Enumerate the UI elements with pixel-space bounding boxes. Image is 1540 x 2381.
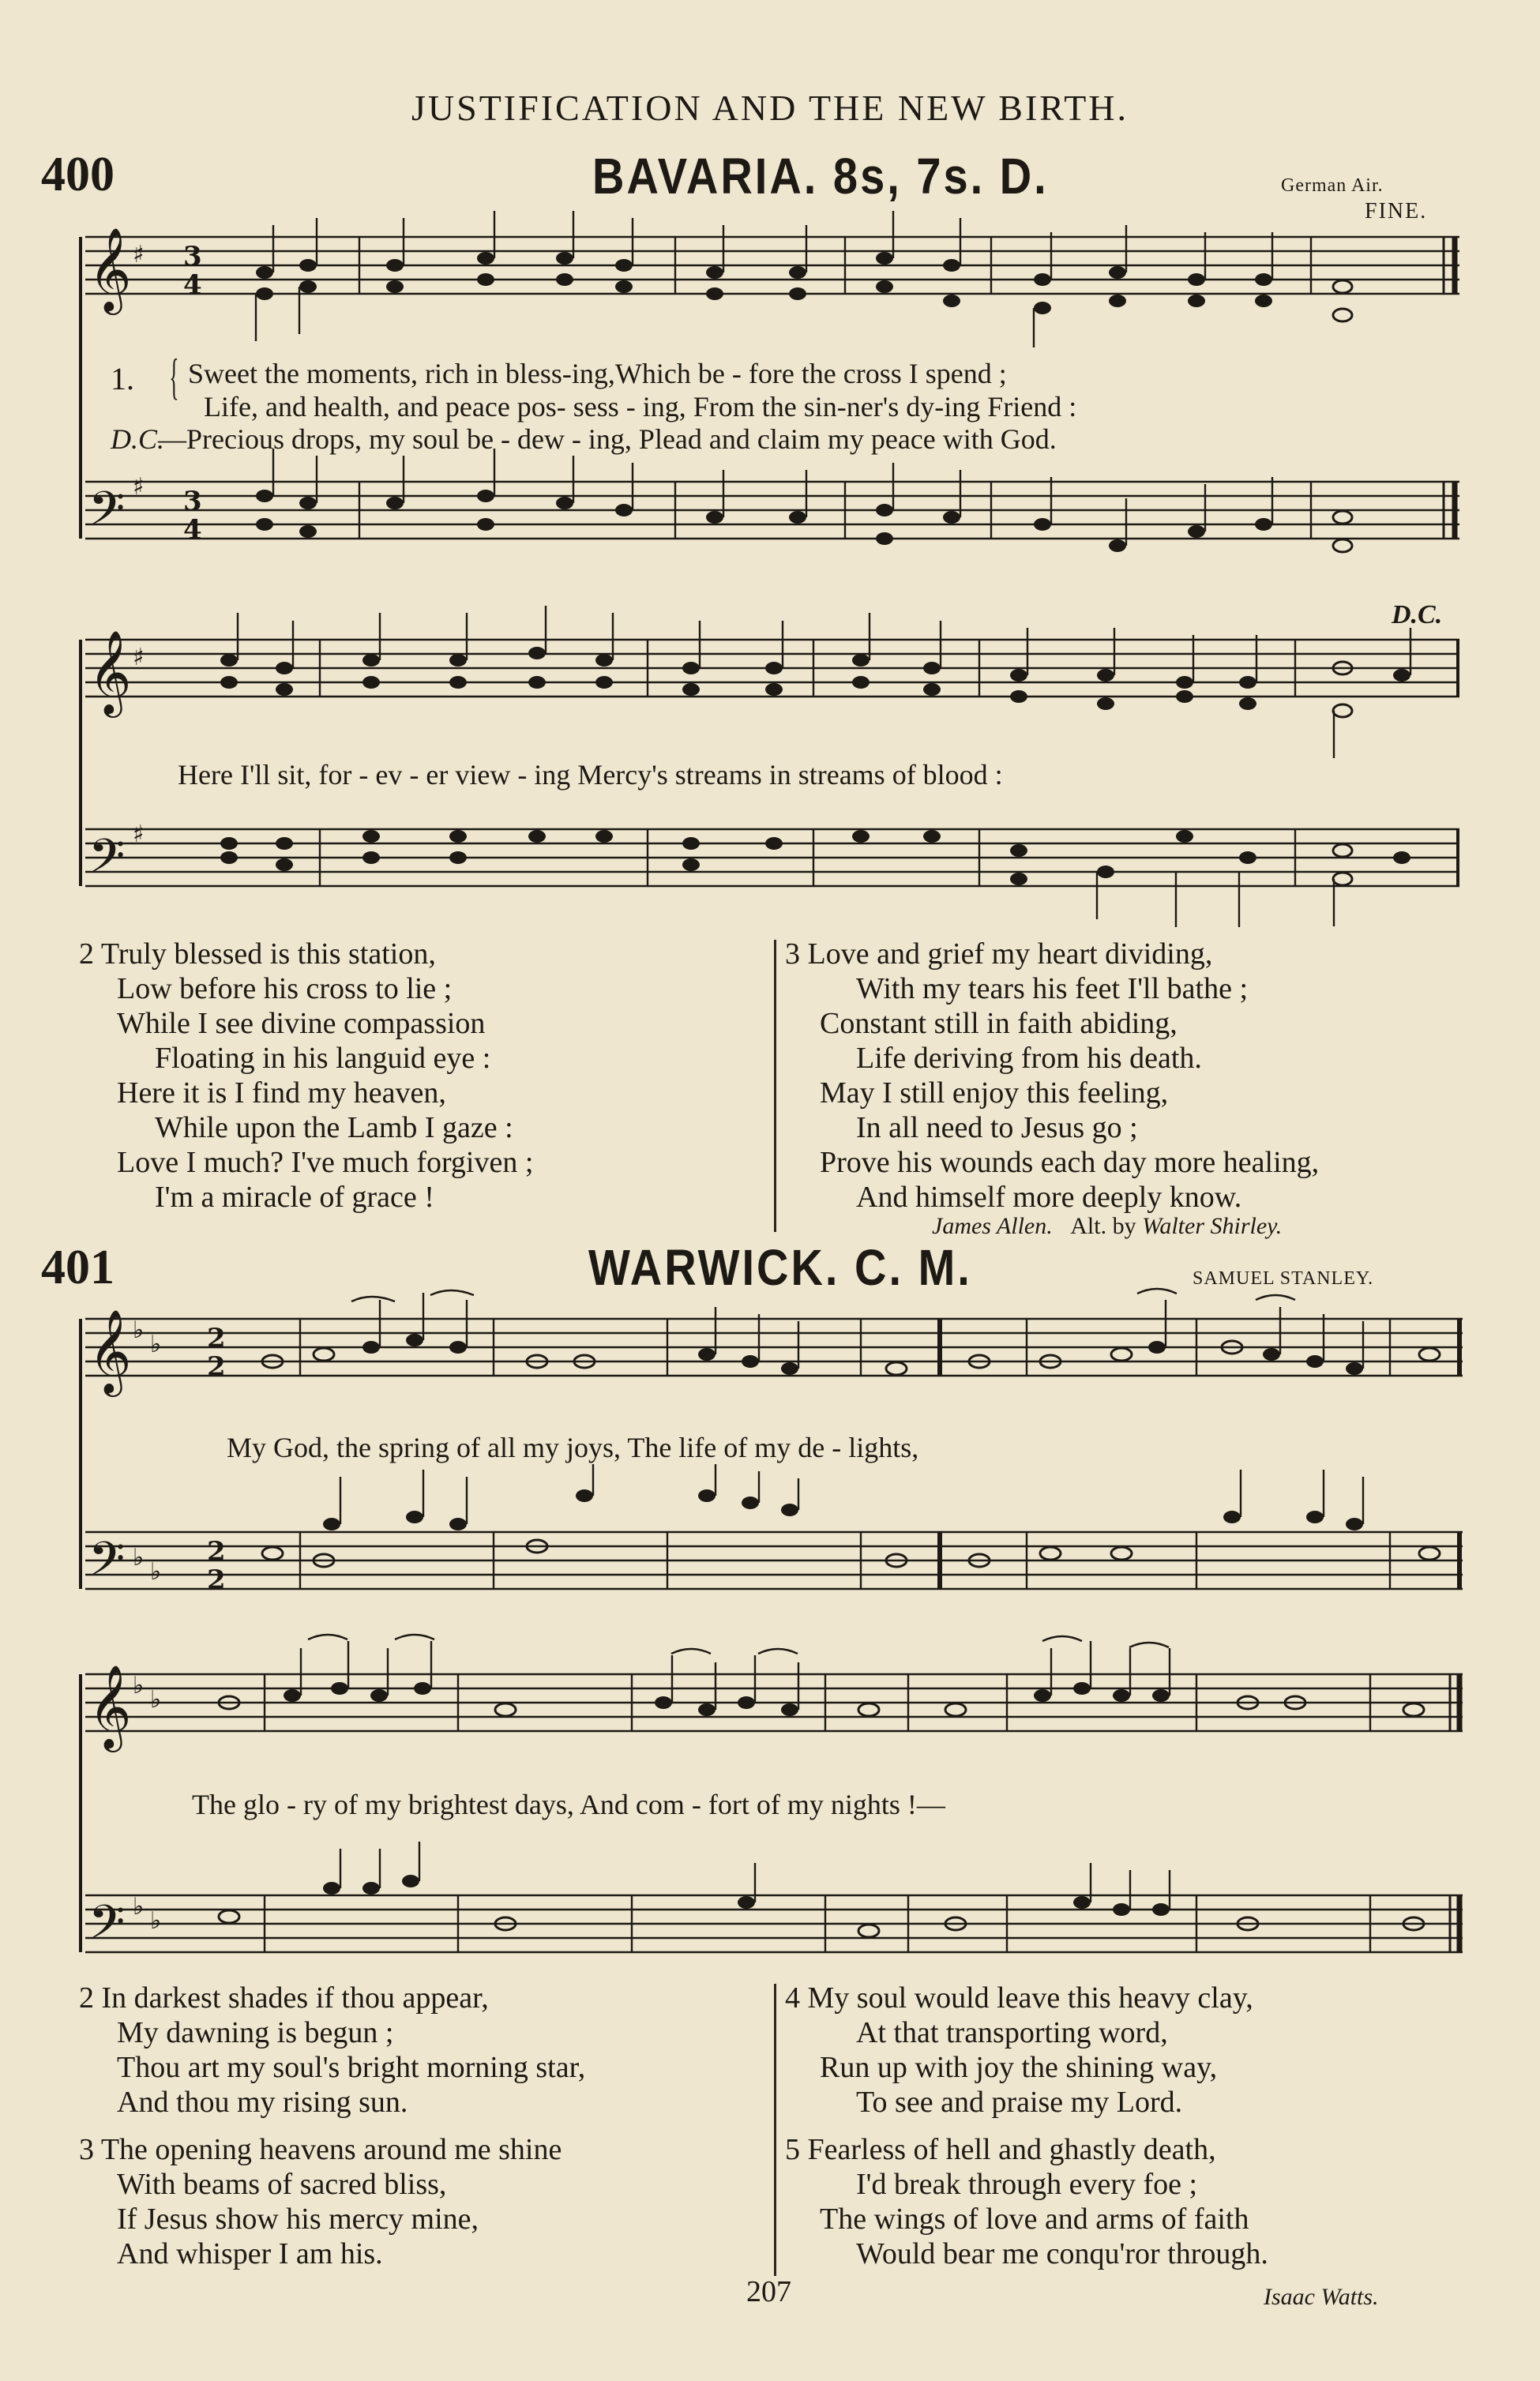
column-divider-2: [774, 1984, 776, 2276]
hymn-401-lyrics-line-1: My God, the spring of all my joys, The life of my de - lights,: [227, 1432, 919, 1463]
svg-text:♭: ♭: [150, 1686, 162, 1714]
svg-text:♭: ♭: [150, 1331, 162, 1358]
hymn-400-verse-3: 3 Love and grief my heart dividing, With my tears his feet I'll bathe ; Constant still in faith abiding, Life deriving from his death. May I still enjoy this feeling, In all need to Jesus go ; Prove his wounds each day more healing, And himself more deeply know.: [785, 937, 1320, 1214]
svg-text:♭: ♭: [133, 1544, 145, 1572]
svg-text:♭: ♭: [133, 1672, 145, 1699]
svg-text:𝄢: 𝄢: [88, 1895, 126, 1961]
svg-text:𝄢: 𝄢: [88, 828, 126, 895]
svg-text:♯: ♯: [133, 821, 145, 848]
hymn-401-tune: WARWICK. C. M.: [588, 1238, 972, 1296]
svg-text:3: 3: [183, 241, 202, 272]
lyrics-line-1: Sweet the moments, rich in bless-ing,Which be - fore the cross I spend ;: [188, 358, 1007, 389]
hymn-400-verse-2: 2 Truly blessed is this station, Low before his cross to lie ; While I see divine compassion Floating in his languid eye : Here it is I find my heaven, While upon the Lamb I gaze : Love I much? I've much forgiven ; I'm a miracle of grace !: [79, 937, 534, 1214]
hymn-401-composer: SAMUEL STANLEY.: [1193, 1268, 1374, 1289]
svg-text:2: 2: [207, 1564, 226, 1596]
svg-text:♭: ♭: [133, 1893, 145, 1921]
svg-text:2: 2: [207, 1323, 226, 1354]
svg-text:𝄞: 𝄞: [88, 1664, 132, 1748]
svg-text:♭: ♭: [133, 1316, 145, 1344]
hymn-400-tune: BAVARIA. 8s, 7s. D.: [592, 147, 1049, 205]
svg-text:𝄢: 𝄢: [88, 1531, 126, 1598]
svg-text:𝄞: 𝄞: [88, 629, 132, 714]
hymn-401-lyrics-line-2: The glo - ry of my brightest days, And com - fort of my nights !—: [192, 1789, 945, 1820]
svg-text:3: 3: [183, 486, 202, 517]
hymn-401-verse-2: 2 In darkest shades if thou appear, My dawning is begun ; Thou art my soul's bright morning star, And thou my rising sun.: [79, 1981, 586, 2119]
svg-text:𝄞: 𝄞: [88, 1309, 132, 1393]
hymn-400-composer: German Air.: [1281, 175, 1384, 196]
verse-number-1: 1.: [111, 361, 134, 396]
hymn-400-number: 400: [41, 148, 115, 201]
lyrics-line-3: —Precious drops, my soul be - dew - ing, Plead and claim my peace with God.: [158, 423, 1057, 455]
hymn-401-verse-3: 3 The opening heavens around me shine With beams of sacred bliss, If Jesus show his mercy mine, And whisper I am his.: [79, 2133, 562, 2270]
bass-clef-icon: 𝄢: [88, 481, 126, 547]
svg-text:2: 2: [207, 1351, 226, 1383]
svg-text:4: 4: [183, 514, 202, 546]
hymn-401-author: Isaac Watts.: [1264, 2284, 1379, 2310]
svg-text:♯: ♯: [133, 241, 145, 269]
svg-text:2: 2: [207, 1536, 226, 1568]
svg-text:♭: ♭: [150, 1907, 162, 1935]
hymn-401-number: 401: [41, 1241, 115, 1294]
svg-text:♭: ♭: [150, 1558, 162, 1586]
fine-mark: FINE.: [1365, 199, 1428, 223]
treble-clef-icon: 𝄞: [88, 227, 132, 311]
lyrics-line-4: Here I'll sit, for - ev - er view - ing Mercy's streams in streams of blood :: [178, 759, 1003, 791]
hymn-400-author: James Allen. Alt. by Walter Shirley.: [932, 1213, 1283, 1239]
section-title: JUSTIFICATION AND THE NEW BIRTH.: [411, 88, 1129, 128]
brace-left: {: [169, 348, 179, 404]
dc-label: D.C.: [111, 423, 165, 455]
page-number: 207: [746, 2275, 791, 2308]
hymn-401-verse-4: 4 My soul would leave this heavy clay, At that transporting word, Run up with joy the shining way, To see and praise my Lord.: [785, 1981, 1253, 2119]
lyrics-line-2: Life, and health, and peace pos- sess - ing, From the sin-ner's dy-ing Friend :: [204, 391, 1077, 422]
svg-text:♯: ♯: [133, 644, 145, 671]
hymn-401-verse-5: 5 Fearless of hell and ghastly death, I'd break through every foe ; The wings of love and arms of faith Would bear me conqu'ror through.: [785, 2133, 1268, 2270]
svg-text:4: 4: [183, 269, 202, 301]
dc-mark: D.C.: [1392, 600, 1443, 629]
svg-text:♯: ♯: [133, 473, 145, 501]
